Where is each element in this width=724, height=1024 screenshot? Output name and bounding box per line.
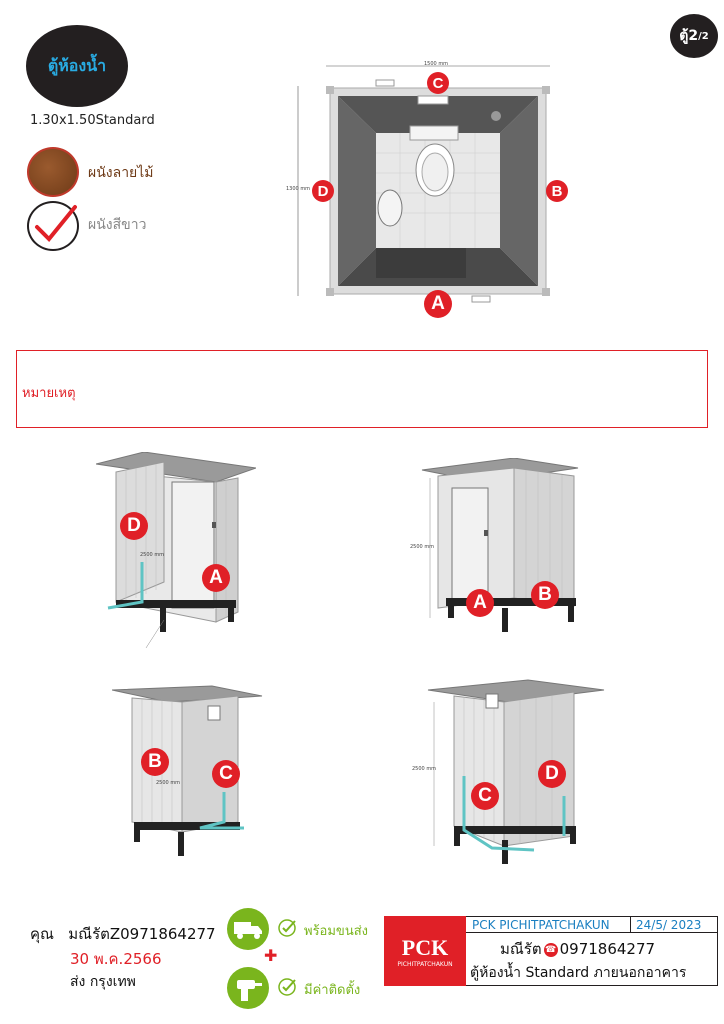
logo-mark-icon: PCK [401, 934, 449, 960]
delivery-label: พร้อมขนส่ง [304, 924, 368, 939]
customer-date: 30 พ.ค.2566 [70, 950, 162, 968]
page-badge [670, 14, 718, 58]
truck-icon [226, 907, 270, 951]
render4-height-dim: 2500 mm [412, 766, 437, 772]
title-block-divider [466, 932, 718, 933]
render-view-ab [418, 458, 582, 638]
contact-name: มณีรัต [500, 940, 542, 958]
title-block-divider [630, 916, 631, 932]
white-swatch [27, 201, 79, 251]
page-total: /2 [698, 30, 709, 42]
render4-marker-2: D [538, 760, 566, 788]
render3-marker-2: C [212, 760, 240, 788]
note-box [16, 350, 708, 428]
product-title: ตู้ห้องน้ำ [47, 55, 107, 75]
page-prefix: ตู้ [679, 28, 689, 44]
wood-swatch [27, 147, 79, 197]
render-view-da [96, 452, 256, 652]
render1-marker-2: A [202, 564, 230, 592]
note-label: หมายเหตุ [22, 386, 76, 401]
white-wall-label: ผนังสีขาว [88, 217, 147, 233]
customer-prefix: คุณ [30, 925, 54, 943]
plan-width-dim: 1500 mm [424, 61, 449, 67]
render1-marker-1: D [120, 512, 148, 540]
phone-icon: ☎ [545, 944, 557, 955]
page-number: 2 [688, 28, 699, 44]
plus-icon: ✚ [264, 946, 278, 965]
company-name: PCK PICHITPATCHAKUN [472, 918, 610, 932]
render1-height-dim: 2500 mm [140, 552, 165, 558]
render3-marker-1: B [141, 748, 169, 776]
contact-phone: 0971864277 [559, 940, 656, 958]
product-description: ตู้ห้องน้ำ Standard ภายนอกอาคาร [470, 965, 687, 981]
check-circle-icon [277, 918, 299, 938]
render2-marker-1: A [466, 589, 494, 617]
plan-marker-b: B [546, 180, 568, 202]
company-logo [384, 916, 466, 986]
drill-icon [226, 966, 270, 1010]
check-icon [29, 203, 77, 249]
render-view-bc [112, 682, 264, 862]
render2-marker-2: B [531, 581, 559, 609]
plan-depth-dim: 1300 mm [286, 186, 311, 192]
contact-line [500, 937, 655, 961]
customer-ship-to: ส่ง กรุงเทพ [70, 974, 136, 990]
customer-name-phone: มณีรัตZ0971864277 [68, 925, 216, 943]
check-circle-icon [277, 977, 299, 997]
plan-marker-a: A [424, 290, 452, 318]
plan-marker-c: C [427, 72, 449, 94]
render-view-cd [424, 676, 608, 872]
customer-line [30, 922, 216, 946]
wood-wall-label: ผนังลายไม้ [88, 165, 154, 181]
drawing-date: 24/5/ 2023 [636, 918, 702, 932]
render2-height-dim: 2500 mm [410, 544, 435, 550]
render4-marker-1: C [471, 782, 499, 810]
render3-height-dim: 2500 mm [156, 780, 181, 786]
logo-text: PICHITPATCHAKUN [397, 960, 453, 968]
install-label: มีค่าติดตั้ง [304, 983, 361, 998]
plan-marker-d: D [312, 180, 334, 202]
size-label: 1.30x1.50Standard [30, 113, 155, 128]
product-title-badge [26, 25, 128, 107]
